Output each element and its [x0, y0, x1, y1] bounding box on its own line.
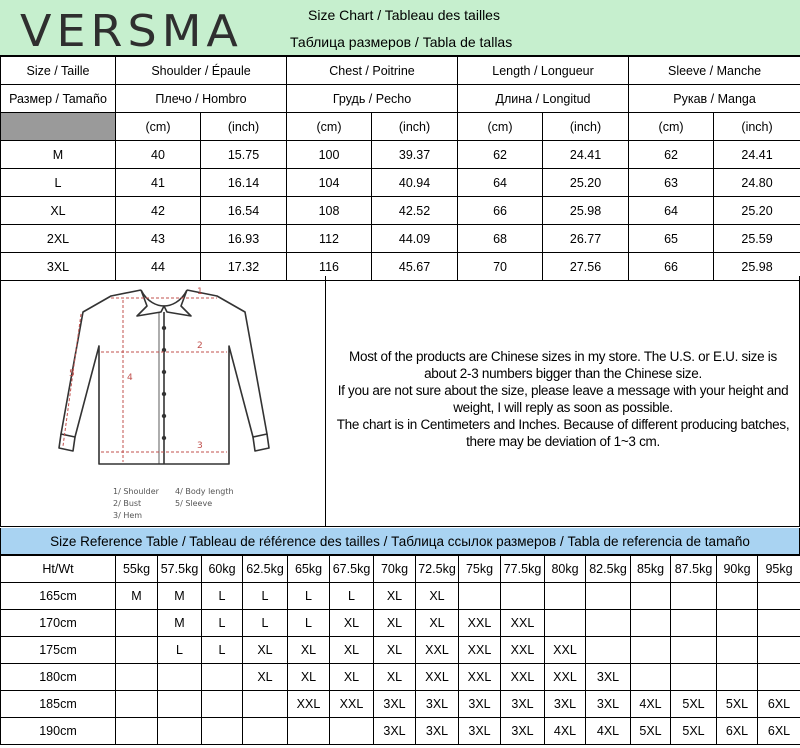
notes-text: [326, 348, 800, 450]
reference-cell: 3XL: [374, 718, 416, 745]
weight-header: 67.5kg: [330, 556, 374, 583]
reference-cell: 6XL: [717, 718, 758, 745]
weight-header: 85kg: [631, 556, 671, 583]
weight-header: 95kg: [758, 556, 800, 583]
reference-header-row: [1, 556, 800, 583]
height-label: 170cm: [1, 610, 116, 637]
size-value: 65: [629, 225, 714, 253]
note-line: Most of the products are Chinese sizes in my store. The U.S. or E.U. size is: [349, 349, 777, 364]
size-value: 45.67: [372, 253, 458, 281]
size-label: XL: [1, 197, 116, 225]
measurement-markers: [69, 287, 203, 451]
size-notes: [326, 276, 800, 527]
unit-label: (cm): [116, 113, 201, 141]
reference-cell: XL: [330, 637, 374, 664]
size-value: 27.56: [543, 253, 629, 281]
weight-header: 62.5kg: [243, 556, 288, 583]
header-title-line2: Таблица размеров / Tabla de tallas: [290, 34, 513, 50]
reference-row: [1, 664, 800, 691]
reference-cell: 3XL: [501, 718, 545, 745]
reference-cell: XXL: [501, 664, 545, 691]
legend-sleeve: 5/ Sleeve: [175, 499, 213, 508]
reference-cell: [717, 610, 758, 637]
reference-cell: [158, 664, 202, 691]
reference-cell: 5XL: [631, 718, 671, 745]
column-header: Shoulder / Épaule: [116, 57, 287, 85]
size-value: 62: [629, 141, 714, 169]
size-value: 24.80: [714, 169, 800, 197]
info-section: [0, 276, 800, 528]
height-label: 175cm: [1, 637, 116, 664]
size-chart-header-row-2: [1, 85, 800, 113]
unit-label: (inch): [372, 113, 458, 141]
unit-label: (inch): [543, 113, 629, 141]
reference-cell: M: [116, 583, 158, 610]
reference-cell: [158, 718, 202, 745]
weight-header: 77.5kg: [501, 556, 545, 583]
reference-cell: 3XL: [459, 691, 501, 718]
weight-header: 87.5kg: [671, 556, 717, 583]
size-chart-table: [0, 56, 800, 281]
size-value: 108: [287, 197, 372, 225]
reference-cell: XXL: [501, 610, 545, 637]
legend-shoulder: 1/ Shoulder: [113, 487, 159, 496]
size-value: 25.20: [714, 197, 800, 225]
column-header: Размер / Tamaño: [1, 85, 116, 113]
reference-cell: XL: [374, 583, 416, 610]
reference-cell: 5XL: [671, 691, 717, 718]
shirt-illustration: [0, 276, 326, 527]
marker-5: 5: [69, 369, 75, 379]
reference-cell: [330, 718, 374, 745]
size-value: 63: [629, 169, 714, 197]
unit-label: (inch): [201, 113, 287, 141]
reference-cell: XXL: [288, 691, 330, 718]
reference-cell: XL: [374, 610, 416, 637]
reference-row: [1, 583, 800, 610]
column-header: Chest / Poitrine: [287, 57, 458, 85]
reference-cell: L: [202, 583, 243, 610]
weight-header: 70kg: [374, 556, 416, 583]
weight-header: 60kg: [202, 556, 243, 583]
legend-hem: 3/ Hem: [113, 511, 143, 520]
size-row: [1, 197, 800, 225]
reference-cell: 3XL: [416, 718, 459, 745]
reference-cell: [758, 637, 800, 664]
reference-cell: [758, 664, 800, 691]
reference-cell: XL: [330, 664, 374, 691]
reference-table-title: Size Reference Table / Tableau de référence des tailles / Таблица ссылок размеров / Tabla de referencia de tamaño: [0, 528, 800, 555]
reference-cell: L: [202, 637, 243, 664]
reference-cell: [671, 664, 717, 691]
reference-cell: XXL: [459, 610, 501, 637]
reference-cell: L: [243, 583, 288, 610]
reference-cell: 4XL: [545, 718, 586, 745]
column-header: Плечо / Hombro: [116, 85, 287, 113]
reference-cell: [202, 691, 243, 718]
reference-cell: [116, 664, 158, 691]
reference-cell: [631, 610, 671, 637]
size-value: 66: [458, 197, 543, 225]
reference-cell: 3XL: [586, 664, 631, 691]
reference-corner: Ht/Wt: [1, 556, 116, 583]
reference-cell: XL: [288, 664, 330, 691]
reference-cell: M: [158, 583, 202, 610]
size-value: 66: [629, 253, 714, 281]
note-line: about 2-3 numbers bigger than the Chinese size.: [424, 366, 702, 381]
note-line: The chart is in Centimeters and Inches. Because of different producing batches,: [336, 417, 790, 432]
reference-cell: [586, 610, 631, 637]
reference-cell: L: [243, 610, 288, 637]
reference-cell: [631, 637, 671, 664]
reference-cell: XXL: [501, 637, 545, 664]
marker-4: 4: [127, 373, 133, 383]
weight-header: 75kg: [459, 556, 501, 583]
weight-header: 80kg: [545, 556, 586, 583]
reference-cell: 3XL: [374, 691, 416, 718]
unit-label: (cm): [287, 113, 372, 141]
size-row: [1, 141, 800, 169]
reference-cell: 4XL: [631, 691, 671, 718]
height-label: 190cm: [1, 718, 116, 745]
reference-cell: [717, 637, 758, 664]
reference-cell: XXL: [416, 664, 459, 691]
reference-cell: L: [288, 610, 330, 637]
weight-header: 82.5kg: [586, 556, 631, 583]
column-header: Рукав / Manga: [629, 85, 800, 113]
size-reference-table: [0, 555, 800, 745]
reference-cell: [631, 583, 671, 610]
reference-cell: XXL: [459, 637, 501, 664]
reference-cell: XL: [374, 637, 416, 664]
reference-cell: [116, 637, 158, 664]
units-row: [1, 113, 800, 141]
legend-bust: 2/ Bust: [113, 499, 142, 508]
reference-cell: 3XL: [416, 691, 459, 718]
reference-cell: [243, 691, 288, 718]
size-chart-header-row-1: [1, 57, 800, 85]
reference-cell: 4XL: [586, 718, 631, 745]
size-value: 16.93: [201, 225, 287, 253]
unit-label: (cm): [629, 113, 714, 141]
reference-cell: 3XL: [586, 691, 631, 718]
marker-3: 3: [197, 441, 203, 451]
reference-cell: [758, 610, 800, 637]
size-value: 24.41: [543, 141, 629, 169]
size-value: 104: [287, 169, 372, 197]
brand-logo: VERSMA: [20, 5, 243, 57]
note-line: there may be deviation of 1~3 cm.: [466, 434, 660, 449]
column-header: Грудь / Pecho: [287, 85, 458, 113]
size-value: 25.98: [543, 197, 629, 225]
weight-header: 90kg: [717, 556, 758, 583]
note-line: If you are not sure about the size, please leave a message with your height and: [337, 383, 789, 398]
size-value: 42: [116, 197, 201, 225]
reference-cell: [545, 583, 586, 610]
reference-cell: XXL: [545, 637, 586, 664]
size-value: 40.94: [372, 169, 458, 197]
reference-cell: [158, 691, 202, 718]
size-row: [1, 169, 800, 197]
reference-cell: XL: [288, 637, 330, 664]
size-value: 44: [116, 253, 201, 281]
reference-cell: [671, 610, 717, 637]
size-value: 64: [458, 169, 543, 197]
reference-cell: 6XL: [758, 718, 800, 745]
size-value: 24.41: [714, 141, 800, 169]
size-label: 3XL: [1, 253, 116, 281]
size-value: 112: [287, 225, 372, 253]
reference-cell: M: [158, 610, 202, 637]
reference-cell: [116, 610, 158, 637]
size-row: [1, 225, 800, 253]
reference-cell: XL: [243, 664, 288, 691]
reference-cell: [631, 664, 671, 691]
reference-row: [1, 610, 800, 637]
reference-cell: [459, 583, 501, 610]
reference-cell: L: [288, 583, 330, 610]
weight-header: 57.5kg: [158, 556, 202, 583]
reference-cell: XL: [416, 610, 459, 637]
reference-cell: XXL: [459, 664, 501, 691]
size-value: 40: [116, 141, 201, 169]
reference-cell: XL: [374, 664, 416, 691]
weight-header: 65kg: [288, 556, 330, 583]
measurement-legend: [113, 487, 234, 520]
size-value: 17.32: [201, 253, 287, 281]
reference-cell: 5XL: [717, 691, 758, 718]
reference-cell: [202, 718, 243, 745]
reference-cell: [545, 610, 586, 637]
size-value: 44.09: [372, 225, 458, 253]
size-value: 42.52: [372, 197, 458, 225]
reference-cell: L: [202, 610, 243, 637]
reference-row: [1, 718, 800, 745]
reference-cell: [116, 691, 158, 718]
size-value: 26.77: [543, 225, 629, 253]
size-value: 41: [116, 169, 201, 197]
weight-header: 72.5kg: [416, 556, 459, 583]
reference-cell: [758, 583, 800, 610]
reference-cell: [671, 637, 717, 664]
column-header: Length / Longueur: [458, 57, 629, 85]
size-value: 15.75: [201, 141, 287, 169]
size-value: 43: [116, 225, 201, 253]
size-value: 64: [629, 197, 714, 225]
reference-cell: 3XL: [501, 691, 545, 718]
size-value: 70: [458, 253, 543, 281]
marker-1: 1: [197, 287, 203, 297]
reference-cell: XXL: [330, 691, 374, 718]
header-title-line1: Size Chart / Tableau des tailles: [308, 7, 500, 23]
reference-row: [1, 637, 800, 664]
reference-cell: [116, 718, 158, 745]
legend-body-length: 4/ Body length: [175, 487, 234, 496]
weight-header: 55kg: [116, 556, 158, 583]
reference-cell: 3XL: [459, 718, 501, 745]
reference-cell: [586, 583, 631, 610]
reference-cell: XXL: [545, 664, 586, 691]
size-value: 25.20: [543, 169, 629, 197]
height-label: 185cm: [1, 691, 116, 718]
reference-cell: 5XL: [671, 718, 717, 745]
reference-row: [1, 691, 800, 718]
size-value: 16.54: [201, 197, 287, 225]
unit-label: (cm): [458, 113, 543, 141]
size-value: 116: [287, 253, 372, 281]
units-corner-cell: [1, 113, 116, 141]
size-value: 25.59: [714, 225, 800, 253]
reference-cell: [202, 664, 243, 691]
reference-cell: [717, 583, 758, 610]
reference-cell: L: [158, 637, 202, 664]
reference-cell: [501, 583, 545, 610]
column-header: Длина / Longitud: [458, 85, 629, 113]
size-value: 62: [458, 141, 543, 169]
note-line: weight, I will reply as soon as possible.: [453, 400, 673, 415]
size-chart-header: [0, 0, 800, 56]
reference-cell: [586, 637, 631, 664]
reference-cell: L: [330, 583, 374, 610]
size-label: 2XL: [1, 225, 116, 253]
reference-cell: XXL: [416, 637, 459, 664]
size-value: 25.98: [714, 253, 800, 281]
reference-cell: XL: [416, 583, 459, 610]
size-value: 39.37: [372, 141, 458, 169]
height-label: 180cm: [1, 664, 116, 691]
column-header: Sleeve / Manche: [629, 57, 800, 85]
reference-cell: XL: [330, 610, 374, 637]
size-value: 68: [458, 225, 543, 253]
height-label: 165cm: [1, 583, 116, 610]
size-value: 16.14: [201, 169, 287, 197]
reference-cell: [288, 718, 330, 745]
reference-cell: XL: [243, 637, 288, 664]
reference-cell: 6XL: [758, 691, 800, 718]
reference-cell: 3XL: [545, 691, 586, 718]
column-header: Size / Taille: [1, 57, 116, 85]
size-label: M: [1, 141, 116, 169]
shirt-diagram-icon: [1, 276, 325, 526]
reference-cell: [243, 718, 288, 745]
reference-cell: [671, 583, 717, 610]
unit-label: (inch): [714, 113, 800, 141]
size-label: L: [1, 169, 116, 197]
size-value: 100: [287, 141, 372, 169]
reference-cell: [717, 664, 758, 691]
marker-2: 2: [197, 341, 203, 351]
